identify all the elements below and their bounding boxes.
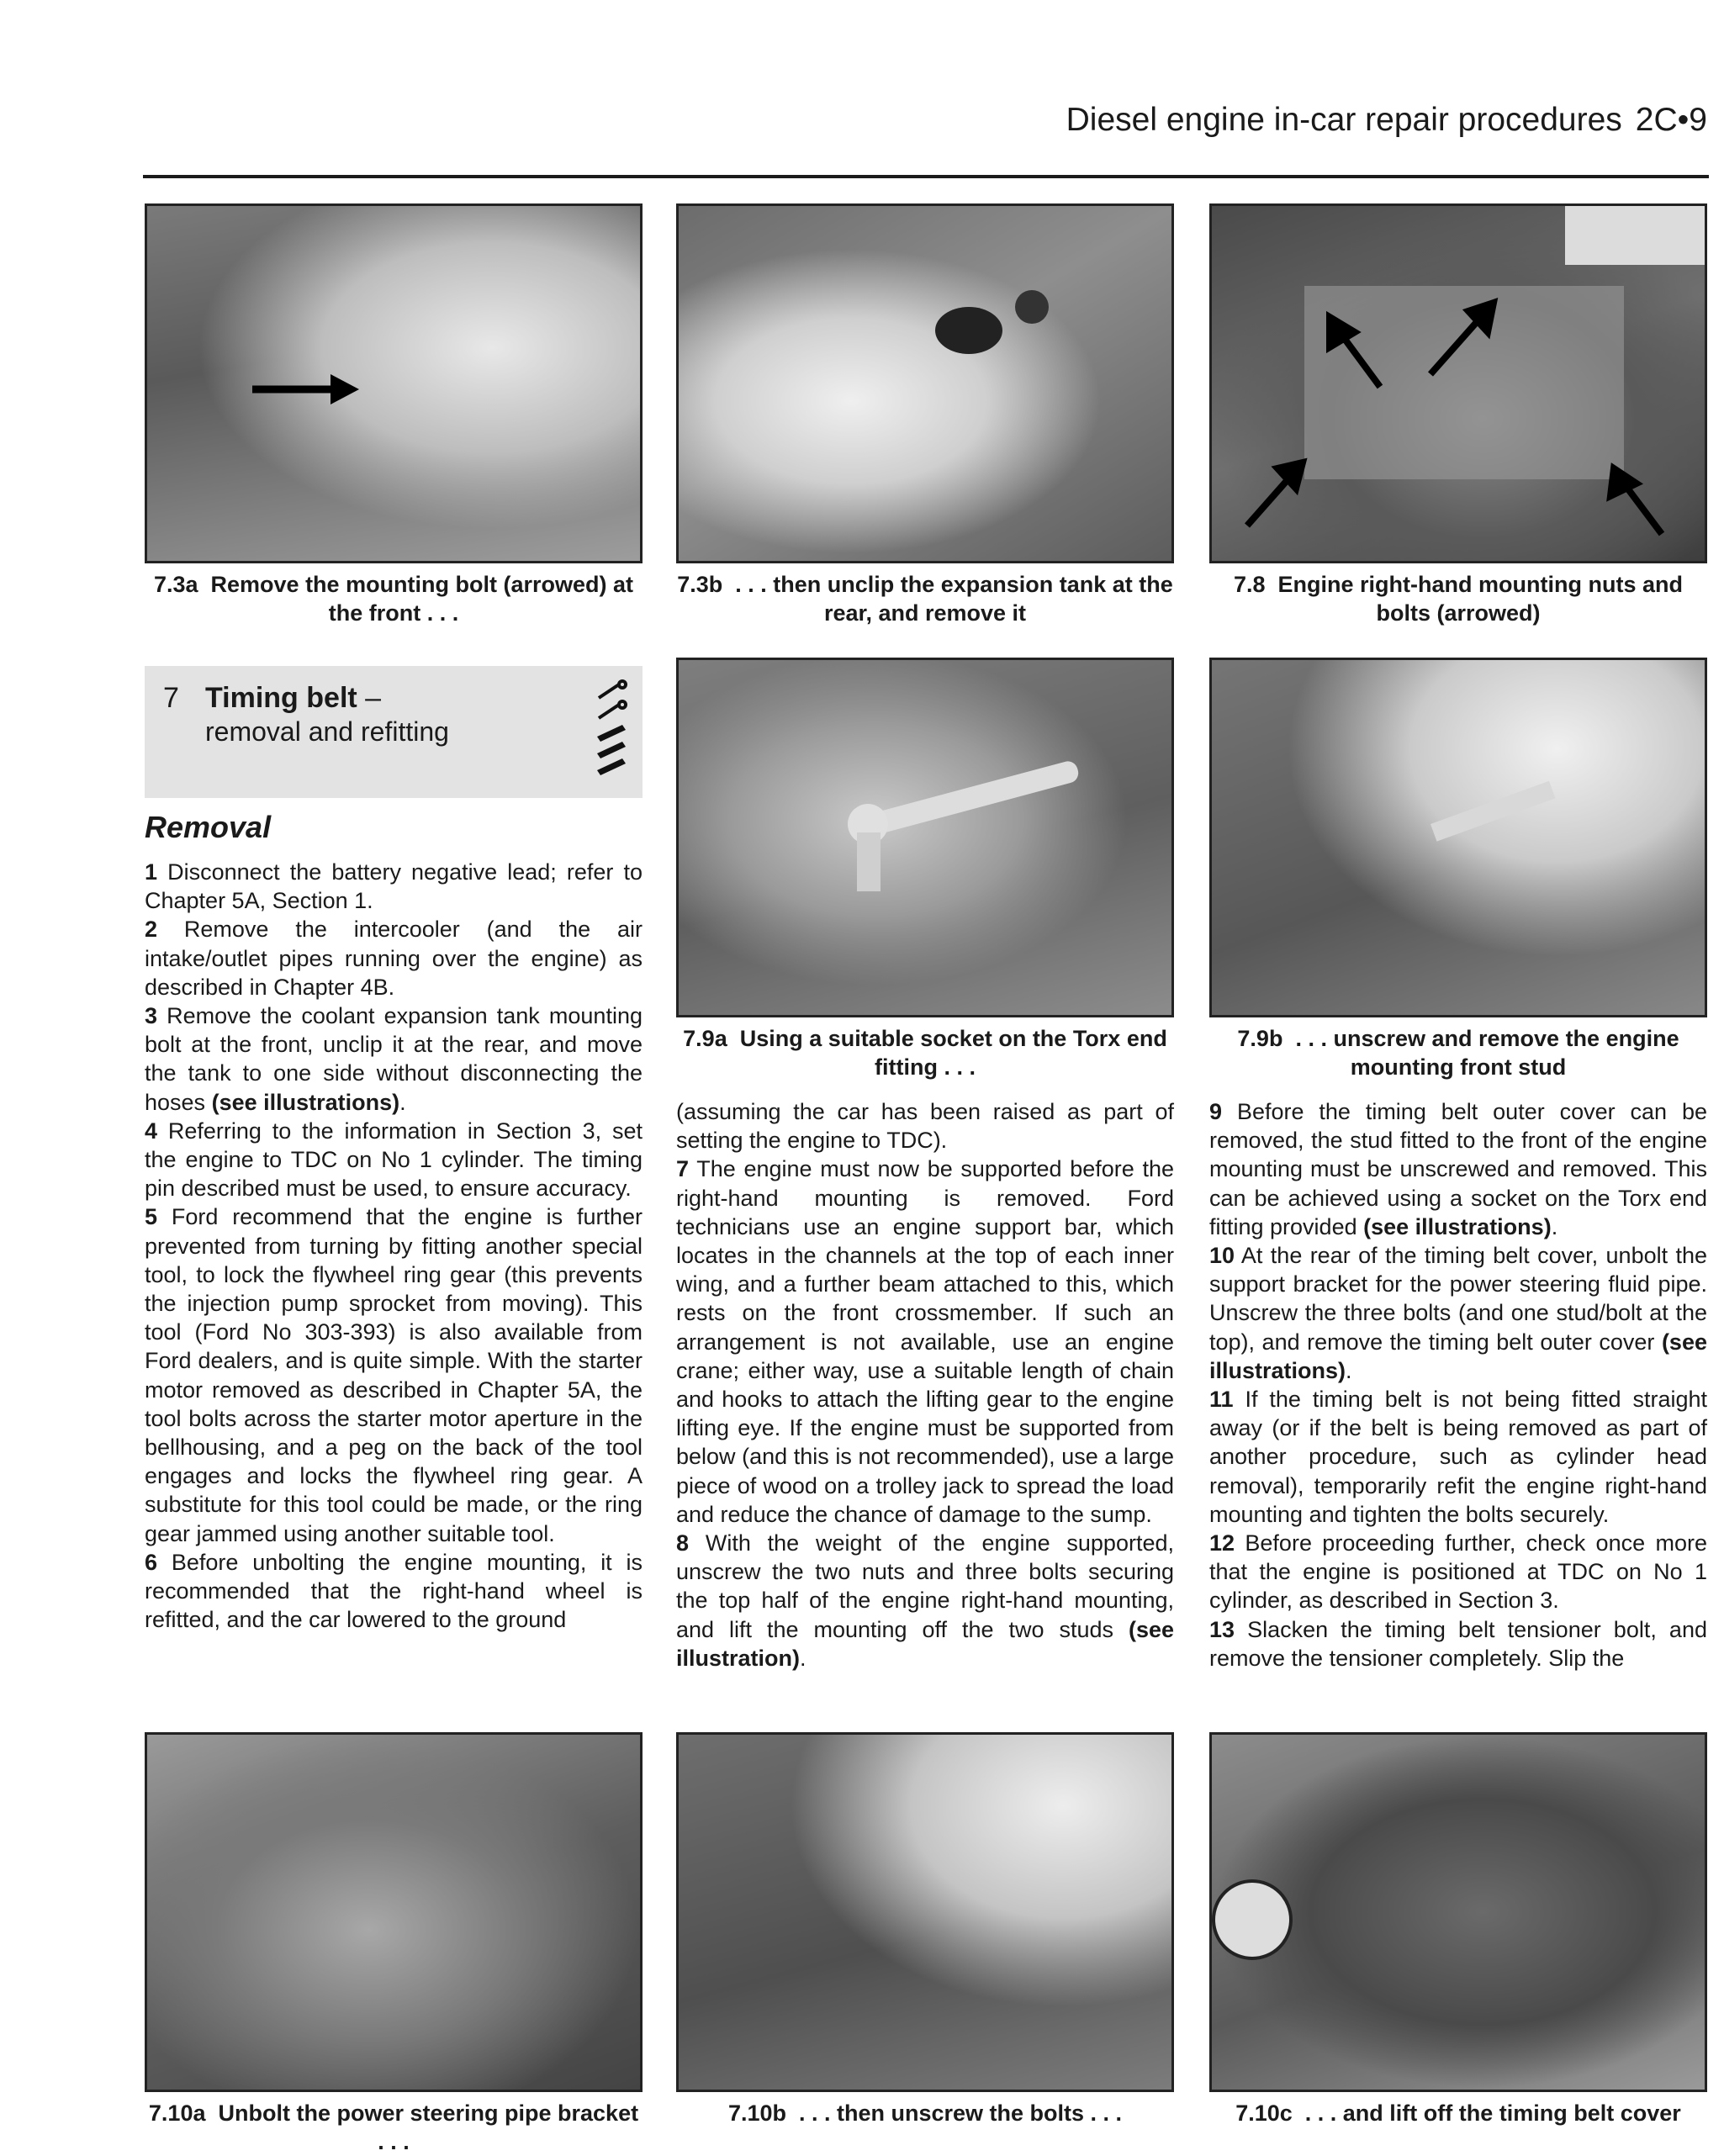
paragraph	[145, 1001, 643, 1117]
step-number: 10	[1209, 1243, 1235, 1269]
paragraph	[676, 1155, 1174, 1529]
photo-7-9b	[1209, 658, 1707, 1017]
caption-text: Unbolt the power steering pipe bracket . . .	[218, 2101, 639, 2154]
caption-number: 7.3b	[677, 572, 723, 597]
paragraph	[676, 1529, 1174, 1672]
paragraph	[1209, 1615, 1707, 1672]
text-column-2	[676, 1097, 1174, 1672]
step-number: 2	[145, 917, 158, 943]
paragraph	[1209, 1097, 1707, 1241]
illustration-reference: (see illustrations)	[1363, 1213, 1552, 1239]
step-number: 1	[145, 859, 158, 885]
caption-number: 7.9a	[683, 1026, 727, 1051]
subheading-removal: Removal	[145, 810, 272, 844]
step-text: If the timing belt is not being fitted straight away (or if the belt is being removed as part of another procedure, such as cylinder head removal), temporarily refit the engine right-hand mounting and tighten the bolts securely.	[1209, 1387, 1707, 1527]
paragraph	[145, 858, 643, 915]
paragraph	[676, 1097, 1174, 1155]
caption-7-9a	[676, 1024, 1174, 1081]
running-header	[143, 99, 1707, 141]
wrench-icon	[594, 679, 631, 785]
caption-7-10a	[145, 2099, 643, 2156]
step-number: 3	[145, 1003, 158, 1029]
text-column-1	[145, 858, 643, 1634]
step-text: With the weight of the engine supported, unscrew the two nuts and three bolts securing the top half of the engine right-hand mounting, and lift the mounting off the two studs	[676, 1530, 1174, 1642]
paragraph	[145, 1548, 643, 1635]
caption-7-3a	[145, 570, 643, 627]
caption-text: . . . and lift off the timing belt cover	[1304, 2101, 1681, 2126]
step-text: Disconnect the battery negative lead; refer to Chapter 5A, Section 1.	[145, 859, 643, 914]
step-number: 9	[1209, 1099, 1223, 1124]
step-text: Remove the intercooler (and the air intake/outlet pipes running over the engine) as described in Chapter 4B.	[145, 917, 643, 1000]
illustration-reference: (see illustrations)	[1209, 1329, 1707, 1383]
step-text: Before the timing belt outer cover can be removed, the stud fitted to the front of the engine mounting must be unscrewed and removed. This can be achieved using a socket on the Torx end fitting provided	[1209, 1099, 1707, 1239]
paragraph	[145, 1202, 643, 1547]
step-number: 8	[676, 1530, 690, 1556]
section-subtitle: removal and refitting	[205, 716, 449, 747]
photo-7-10b	[676, 1732, 1174, 2092]
caption-7-9b	[1209, 1024, 1707, 1081]
photo-7-9a	[676, 658, 1174, 1017]
photo-7-10c	[1209, 1732, 1707, 2092]
socket-wrench-icon	[679, 660, 1174, 1017]
section-title-text: Timing belt	[205, 682, 357, 714]
caption-number: 7.10a	[148, 2101, 206, 2126]
step-number: 11	[1209, 1387, 1234, 1413]
header-title: Diesel engine in-car repair procedures	[1066, 102, 1622, 138]
step-text: Ford recommend that the engine is further prevented from turning by fitting another special tool, to lock the flywheel ring gear (this prevents the injection pump sprocket from moving). This tool (Ford No 303-393) is also available from Ford dealers, and is quite simple. With the starter motor removed as described in Chapter 5A, the tool bolts across the starter motor aperture in the bellhousing, and a peg on the back of the tool engages and locks the flywheel ring gear. A substitute for this tool could be made, or the ring gear jammed using another suitable tool.	[145, 1204, 643, 1546]
paragraph	[145, 1117, 643, 1203]
cap-icon	[679, 206, 1174, 563]
paragraph	[1209, 1529, 1707, 1615]
step-number: 5	[145, 1204, 158, 1230]
page-number: 2C•9	[1635, 102, 1707, 138]
caption-text: . . . unscrew and remove the engine mounting front stud	[1295, 1026, 1679, 1080]
photo-7-3b	[676, 203, 1174, 563]
arrow-icon	[147, 206, 643, 563]
section-heading	[145, 666, 643, 798]
caption-7-10c	[1209, 2099, 1707, 2127]
caption-number: 7.9b	[1237, 1026, 1283, 1051]
step-tail: .	[1551, 1213, 1558, 1239]
paragraph	[145, 915, 643, 1001]
caption-text: Engine right-hand mounting nuts and bolts (arrowed)	[1277, 572, 1683, 626]
step-text: (assuming the car has been raised as part of setting the engine to TDC).	[676, 1099, 1174, 1154]
step-tail: .	[1346, 1357, 1352, 1383]
caption-text: Remove the mounting bolt (arrowed) at the front . . .	[210, 572, 634, 626]
section-number: 7	[163, 682, 179, 714]
caption-text: Using a suitable socket on the Torx end fitting . . .	[739, 1026, 1167, 1080]
photo-7-10a	[145, 1732, 643, 2092]
stud-icon	[1212, 660, 1707, 1017]
photo-7-3a	[145, 203, 643, 563]
paragraph	[1209, 1385, 1707, 1529]
caption-text: . . . then unscrew the bolts . . .	[799, 2101, 1123, 2126]
caption-7-10b	[676, 2099, 1174, 2127]
illustration-reference: (see illustration)	[676, 1616, 1174, 1671]
caption-number: 7.10c	[1235, 2101, 1293, 2126]
step-number: 13	[1209, 1616, 1235, 1642]
section-dash: –	[365, 682, 382, 714]
illustration-reference: (see illustrations)	[211, 1089, 400, 1115]
step-text: Referring to the information in Section 3, set the engine to TDC on No 1 cylinder. The timing pin described must be used, to ensure accuracy.	[145, 1118, 643, 1202]
caption-7-3b	[676, 570, 1174, 627]
caption-number: 7.3a	[153, 572, 198, 597]
header-rule	[143, 175, 1709, 178]
section-title	[205, 681, 381, 715]
text-column-3	[1209, 1097, 1707, 1672]
caption-number: 7.10b	[727, 2101, 786, 2126]
photo-7-8	[1209, 203, 1707, 563]
step-tail: .	[800, 1645, 806, 1671]
arrow-icon	[1212, 206, 1707, 563]
caption-number: 7.8	[1233, 572, 1266, 597]
caption-text: . . . then unclip the expansion tank at the rear, and remove it	[735, 572, 1173, 626]
step-number: 6	[145, 1549, 158, 1575]
step-number: 7	[676, 1156, 690, 1182]
step-text: The engine must now be supported before the right-hand mounting is removed. Ford technicians use an engine support bar, which locates in the channels at the top of each inner wing, and a further beam attached to this, which rests on the front crossmember. If such an arrangement is not available, use an engine crane; either way, use a suitable length of chain and hooks to attach the lifting gear to the engine lifting eye. If the engine must be supported from below (and this is not recommended), use a large piece of wood on a trolley jack to spread the load and reduce the chance of damage to the sump.	[676, 1156, 1174, 1527]
step-number: 4	[145, 1118, 158, 1144]
step-text: Before unbolting the engine mounting, it is recommended that the right-hand wheel is refitted, and the car lowered to the ground	[145, 1549, 643, 1633]
paragraph	[1209, 1241, 1707, 1385]
step-text: Slacken the timing belt tensioner bolt, and remove the tensioner completely. Slip the	[1209, 1616, 1707, 1671]
step-text: Remove the coolant expansion tank mounting bolt at the front, unclip it at the rear, and move the tank to one side without disconnecting the hoses	[145, 1003, 643, 1115]
caption-7-8	[1209, 570, 1707, 627]
step-tail: .	[399, 1089, 406, 1115]
step-text: At the rear of the timing belt cover, unbolt the support bracket for the power steering fluid pipe. Unscrew the three bolts (and one stud/bolt at the top), and remove the timing belt outer cover	[1209, 1243, 1707, 1355]
step-number: 12	[1209, 1530, 1235, 1556]
reservoir-cap-icon	[1212, 1735, 1707, 2092]
step-text: Before proceeding further, check once more that the engine is positioned at TDC on No 1 cylinder, as described in Section 3.	[1209, 1530, 1707, 1614]
